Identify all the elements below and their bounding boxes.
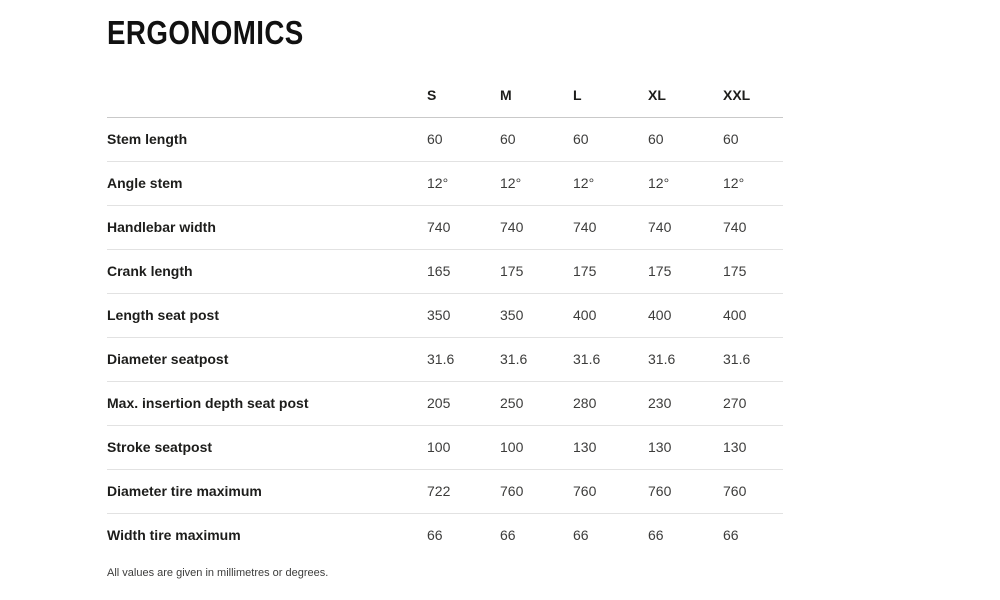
- cell-value: 760: [648, 470, 723, 514]
- table-row: [107, 514, 783, 558]
- table-row: [107, 470, 783, 514]
- table-row: [107, 426, 783, 470]
- row-label: Stem length: [107, 118, 427, 162]
- column-header: XL: [648, 74, 723, 118]
- column-header: M: [500, 74, 573, 118]
- footnote: All values are given in millimetres or degrees.: [107, 567, 329, 579]
- table-row: [107, 250, 783, 294]
- cell-value: 350: [427, 294, 500, 338]
- cell-value: 175: [573, 250, 648, 294]
- cell-value: 760: [573, 470, 648, 514]
- row-label: Diameter seatpost: [107, 338, 427, 382]
- cell-value: 400: [573, 294, 648, 338]
- row-label: Handlebar width: [107, 206, 427, 250]
- header-row: [107, 74, 783, 118]
- table-body: [107, 118, 783, 558]
- ergonomics-table: [107, 74, 783, 557]
- column-header: XXL: [723, 74, 783, 118]
- table-header: [107, 74, 783, 118]
- cell-value: 12°: [427, 162, 500, 206]
- cell-value: 31.6: [500, 338, 573, 382]
- row-label: Stroke seatpost: [107, 426, 427, 470]
- cell-value: 400: [648, 294, 723, 338]
- cell-value: 12°: [648, 162, 723, 206]
- cell-value: 760: [500, 470, 573, 514]
- cell-value: 175: [648, 250, 723, 294]
- cell-value: 66: [723, 527, 739, 543]
- cell-value: 130: [648, 426, 723, 470]
- row-label: Length seat post: [107, 294, 427, 338]
- cell-value: 740: [648, 206, 723, 250]
- cell-value: 270: [723, 382, 783, 426]
- cell-value: 66: [573, 527, 589, 543]
- cell-value: 400: [723, 294, 783, 338]
- cell-value: 760: [723, 470, 783, 514]
- cell-value: 66: [500, 527, 516, 543]
- cell-value: 722: [427, 470, 500, 514]
- cell-value: 12°: [500, 162, 573, 206]
- cell-value: 130: [573, 426, 648, 470]
- column-header: S: [427, 74, 500, 118]
- header-empty-cell: [107, 74, 427, 118]
- cell-value: 205: [427, 382, 500, 426]
- cell-value: 31.6: [573, 338, 648, 382]
- cell-value: 740: [723, 206, 783, 250]
- cell-value: 165: [427, 250, 500, 294]
- row-label: Angle stem: [107, 162, 427, 206]
- table-row: [107, 294, 783, 338]
- cell-value: 66: [427, 527, 443, 543]
- cell-value: 350: [500, 294, 573, 338]
- table-row: [107, 206, 783, 250]
- cell-value: 60: [500, 118, 573, 162]
- cell-value: 130: [723, 426, 783, 470]
- table-row: [107, 162, 783, 206]
- cell-value: 60: [648, 118, 723, 162]
- row-label: Max. insertion depth seat post: [107, 382, 427, 426]
- cell-value: 31.6: [648, 338, 723, 382]
- table-row: [107, 382, 783, 426]
- cell-value: 740: [500, 206, 573, 250]
- cell-value: 175: [500, 250, 573, 294]
- cell-value: 230: [648, 382, 723, 426]
- cell-value: 12°: [723, 162, 783, 206]
- cell-value: 31.6: [427, 338, 500, 382]
- cell-value: 280: [573, 382, 648, 426]
- cell-value: 100: [500, 426, 573, 470]
- table-row: [107, 338, 783, 382]
- row-label: Diameter tire maximum: [107, 470, 427, 514]
- cell-value: 250: [500, 382, 573, 426]
- cell-value: 740: [427, 206, 500, 250]
- row-label: Width tire maximum: [107, 527, 241, 543]
- cell-value: 12°: [573, 162, 648, 206]
- cell-value: 60: [573, 118, 648, 162]
- cell-value: 175: [723, 250, 783, 294]
- cell-value: 31.6: [723, 338, 783, 382]
- cell-value: 60: [427, 118, 500, 162]
- cell-value: 740: [573, 206, 648, 250]
- cell-value: 66: [648, 527, 664, 543]
- row-label: Crank length: [107, 250, 427, 294]
- column-header: L: [573, 74, 648, 118]
- cell-value: 100: [427, 426, 500, 470]
- page-title: ERGONOMICS: [107, 14, 304, 51]
- table-row: [107, 118, 783, 162]
- cell-value: 60: [723, 118, 783, 162]
